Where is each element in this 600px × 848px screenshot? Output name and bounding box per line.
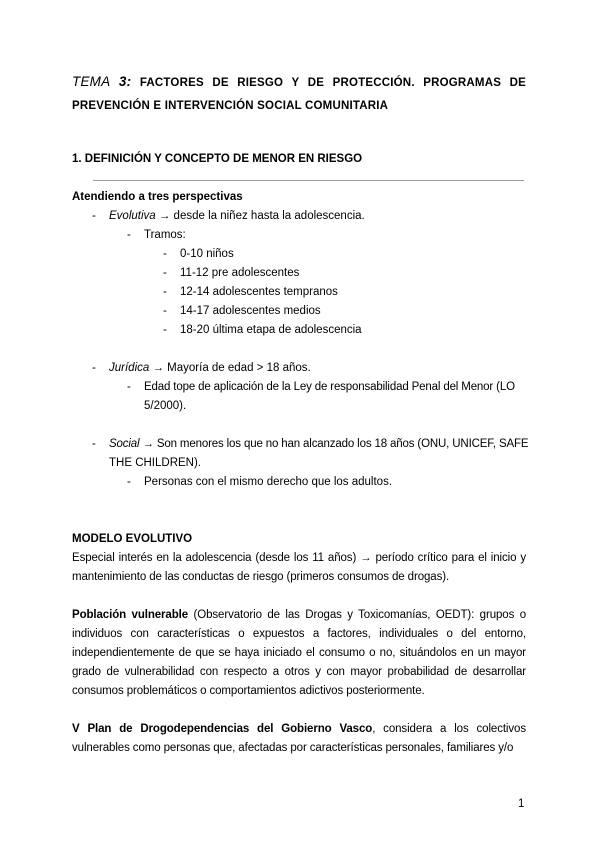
poblacion-paragraph bbox=[72, 606, 526, 701]
evolutiva-term: Evolutiva bbox=[109, 210, 156, 222]
modelo-heading: MODELO EVOLUTIVO bbox=[72, 533, 193, 545]
poblacion-term: Población vulnerable bbox=[72, 609, 189, 621]
social-term: Social bbox=[109, 438, 140, 450]
tramos-label: Tramos: bbox=[144, 229, 186, 241]
bullet-dash: - bbox=[127, 229, 131, 241]
tramo-item: 14-17 adolescentes medios bbox=[180, 305, 321, 317]
poblacion-text: (Observatorio de las Drogas y Toxicomanías, OEDT): grupos o individuos con características o expuestos a factores, individuales o del entorno, independientemente de que se haya iniciado el consumo o no, situándolos en un mayor grado de vulnerabilidad con respecto a otros y con mayor probabilidad de desarrollar consumos problemáticos o comportamientos adictivos posteriormente. bbox=[72, 609, 526, 697]
evolutiva-item bbox=[109, 207, 365, 226]
tramo-item: 0-10 niños bbox=[180, 248, 234, 260]
bullet-dash: - bbox=[163, 267, 167, 279]
juridica-sub-line2: 5/2000). bbox=[144, 400, 187, 412]
juridica-item bbox=[109, 359, 311, 378]
juridica-term: Jurídica bbox=[109, 362, 150, 374]
bullet-dash: - bbox=[92, 438, 96, 450]
section-divider bbox=[93, 180, 524, 181]
social-item bbox=[109, 435, 528, 454]
social-text-line2: THE CHILDREN). bbox=[109, 457, 202, 469]
page-number: 1 bbox=[518, 798, 525, 810]
document-title bbox=[72, 70, 526, 118]
bullet-dash: - bbox=[92, 210, 96, 222]
social-text-line1: → Son menores los que no han alcanzado los 18 años (ONU, UNICEF, SAFE bbox=[139, 438, 529, 450]
title-text: FACTORES DE RIESGO Y DE PROTECCIÓN. PROGRAMAS DE PREVENCIÓN E INTERVENCIÓN SOCIAL COMUNITARIA bbox=[72, 77, 526, 112]
plan-term: V Plan de Drogodependencias del Gobierno Vasco bbox=[72, 723, 373, 735]
plan-paragraph bbox=[72, 720, 526, 758]
bullet-dash: - bbox=[92, 362, 96, 374]
bullet-dash: - bbox=[163, 305, 167, 317]
social-sub: Personas con el mismo derecho que los adultos. bbox=[144, 476, 393, 488]
bullet-dash: - bbox=[127, 476, 131, 488]
perspectives-heading: Atendiendo a tres perspectivas bbox=[72, 191, 243, 203]
juridica-sub-line1: Edad tope de aplicación de la Ley de responsabilidad Penal del Menor (LO bbox=[144, 381, 515, 393]
bullet-dash: - bbox=[163, 286, 167, 298]
plan-text: , considera a los colectivos vulnerables como personas que, afectadas por características personales, familiares y/o bbox=[72, 723, 526, 754]
tramo-item: 12-14 adolescentes tempranos bbox=[180, 286, 338, 298]
bullet-dash: - bbox=[163, 324, 167, 336]
tramo-item: 18-20 última etapa de adolescencia bbox=[180, 324, 362, 336]
evolutiva-text: → desde la niñez hasta la adolescencia. bbox=[155, 210, 365, 222]
title-tema: TEMA bbox=[72, 74, 111, 89]
tramo-item: 11-12 pre adolescentes bbox=[180, 267, 300, 279]
section-heading: 1. DEFINICIÓN Y CONCEPTO DE MENOR EN RIESGO bbox=[72, 153, 363, 165]
juridica-text: → Mayoría de edad > 18 años. bbox=[149, 362, 311, 374]
title-number: 3: bbox=[118, 74, 132, 89]
bullet-dash: - bbox=[163, 248, 167, 260]
modelo-paragraph: Especial interés en la adolescencia (desde los 11 años) → período crítico para el inicio y mantenimiento de las conductas de riesgo (primeros consumos de drogas). bbox=[72, 552, 526, 583]
bullet-dash: - bbox=[127, 381, 131, 393]
